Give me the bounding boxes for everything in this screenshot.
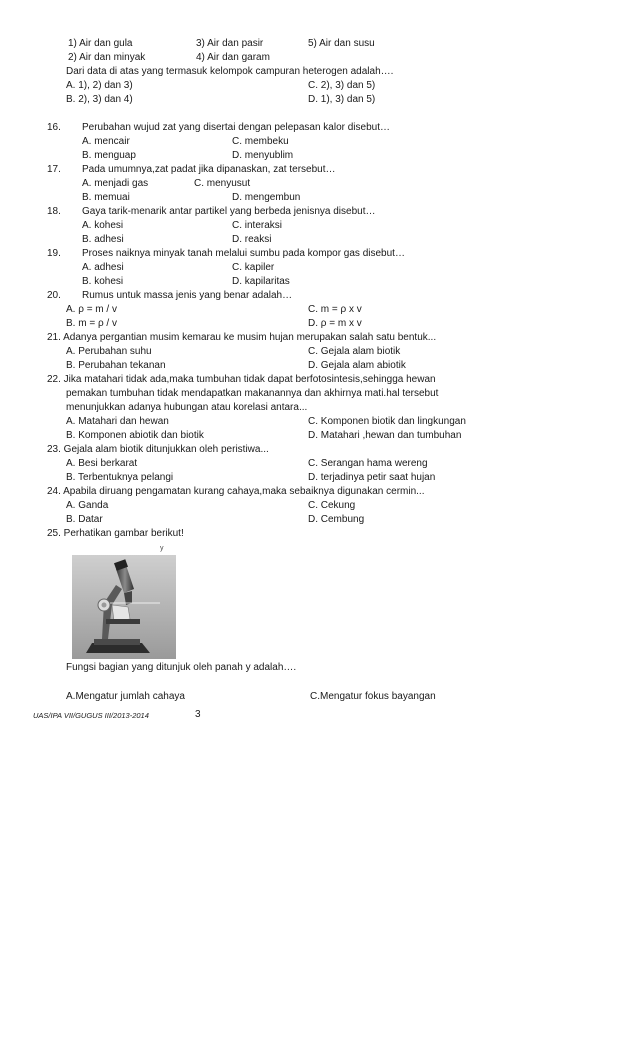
q20-number: 20. (47, 290, 61, 301)
q19-option-d: D. kapilaritas (232, 276, 290, 287)
q22-option-d: D. Matahari ,hewan dan tumbuhan (308, 430, 462, 441)
q22-option-a: A. Matahari dan hewan (66, 416, 169, 427)
q22-text-line2: pemakan tumbuhan tidak mendapatkan makanannya dan akhirnya mati.hal tersebut (66, 388, 439, 399)
q14-option-b: B. 2), 3) dan 4) (66, 94, 133, 105)
q17-option-a: A. menjadi gas (82, 178, 149, 189)
footer-exam-code: UAS/IPA VII/GUGUS III/2013-2014 (33, 711, 149, 720)
q14-item-1: 1) Air dan gula (68, 38, 133, 49)
q18-option-c: C. interaksi (232, 220, 283, 231)
q21-option-a: A. Perubahan suhu (66, 346, 152, 357)
q16-text: Perubahan wujud zat yang disertai dengan pelepasan kalor disebut… (82, 122, 390, 133)
q14-item-5: 5) Air dan susu (308, 38, 375, 49)
q20-option-a: A. ρ = m / v (66, 304, 117, 315)
q19-text: Proses naiknya minyak tanah melalui sumbu pada kompor gas disebut… (82, 248, 405, 259)
q22-option-c: C. Komponen biotik dan lingkungan (308, 416, 466, 427)
q20-text: Rumus untuk massa jenis yang benar adalah… (82, 290, 293, 301)
q17-text: Pada umumnya,zat padat jika dipanaskan, zat tersebut… (82, 164, 336, 175)
q24-option-d: D. Cembung (308, 514, 365, 525)
q16-option-b: B. menguap (82, 150, 136, 161)
q14-item-2: 2) Air dan minyak (68, 52, 146, 63)
q19-number: 19. (47, 248, 61, 259)
q19-option-b: B. kohesi (82, 276, 124, 287)
q14-question: Dari data di atas yang termasuk kelompok campuran heterogen adalah…. (66, 66, 394, 77)
q18-option-d: D. reaksi (232, 234, 272, 245)
q24-option-a: A. Ganda (66, 500, 109, 511)
q18-option-b: B. adhesi (82, 234, 124, 245)
q14-item-3: 3) Air dan pasir (196, 38, 264, 49)
q14-option-c: C. 2), 3) dan 5) (308, 80, 376, 91)
q16-option-d: D. menyublim (232, 150, 294, 161)
q14-option-a: A. 1), 2) dan 3) (66, 80, 133, 91)
q16-option-a: A. mencair (82, 136, 130, 147)
q20-option-c: C. m = ρ x v (308, 304, 362, 315)
q22-text-line1: 22. Jika matahari tidak ada,maka tumbuhan tidak dapat berfotosintesis,sehingga hewan (47, 374, 436, 385)
q22-text-line3: menunjukkan adanya hubungan atau korelasi antara... (66, 402, 308, 413)
q19-option-c: C. kapiler (232, 262, 275, 273)
q21-option-d: D. Gejala alam abiotik (308, 360, 406, 371)
q23-text: 23. Gejala alam biotik ditunjukkan oleh peristiwa... (47, 444, 269, 455)
q14-option-d: D. 1), 3) dan 5) (308, 94, 376, 105)
figure-label-y: y (160, 545, 164, 552)
q17-option-b: B. memuai (82, 192, 130, 203)
q21-option-b: B. Perubahan tekanan (66, 360, 166, 371)
page-number: 3 (195, 709, 201, 720)
q14-item-4: 4) Air dan garam (196, 52, 270, 63)
q25-option-a: A.Mengatur jumlah cahaya (66, 691, 185, 702)
q22-option-b: B. Komponen abiotik dan biotik (66, 430, 204, 441)
q21-text: 21. Adanya pergantian musim kemarau ke musim hujan merupakan salah satu bentuk... (47, 332, 437, 343)
q21-option-c: C. Gejala alam biotik (308, 346, 401, 357)
q23-option-c: C. Serangan hama wereng (308, 458, 428, 469)
q24-text: 24. Apabila diruang pengamatan kurang cahaya,maka sebaiknya digunakan cermin... (47, 486, 425, 497)
q18-text: Gaya tarik-menarik antar partikel yang berbeda jenisnya disebut… (82, 206, 376, 217)
microscope-figure (72, 555, 176, 659)
q23-option-b: B. Terbentuknya pelangi (66, 472, 174, 483)
q20-option-d: D. ρ = m x v (308, 318, 362, 329)
q16-number: 16. (47, 122, 61, 133)
q17-number: 17. (47, 164, 61, 175)
q23-option-d: D. terjadinya petir saat hujan (308, 472, 436, 483)
q19-option-a: A. adhesi (82, 262, 124, 273)
q24-option-c: C. Cekung (308, 500, 356, 511)
q16-option-c: C. membeku (232, 136, 289, 147)
q18-option-a: A. kohesi (82, 220, 124, 231)
q17-option-d: D. mengembun (232, 192, 301, 203)
q23-option-a: A. Besi berkarat (66, 458, 138, 469)
q24-option-b: B. Datar (66, 514, 103, 525)
q25-question: Fungsi bagian yang ditunjuk oleh panah y adalah…. (66, 662, 297, 673)
q20-option-b: B. m = ρ / v (66, 318, 117, 329)
q25-option-c: C.Mengatur fokus bayangan (310, 691, 436, 702)
q18-number: 18. (47, 206, 61, 217)
q25-text: 25. Perhatikan gambar berikut! (47, 528, 184, 539)
q17-option-c: C. menyusut (194, 178, 251, 189)
